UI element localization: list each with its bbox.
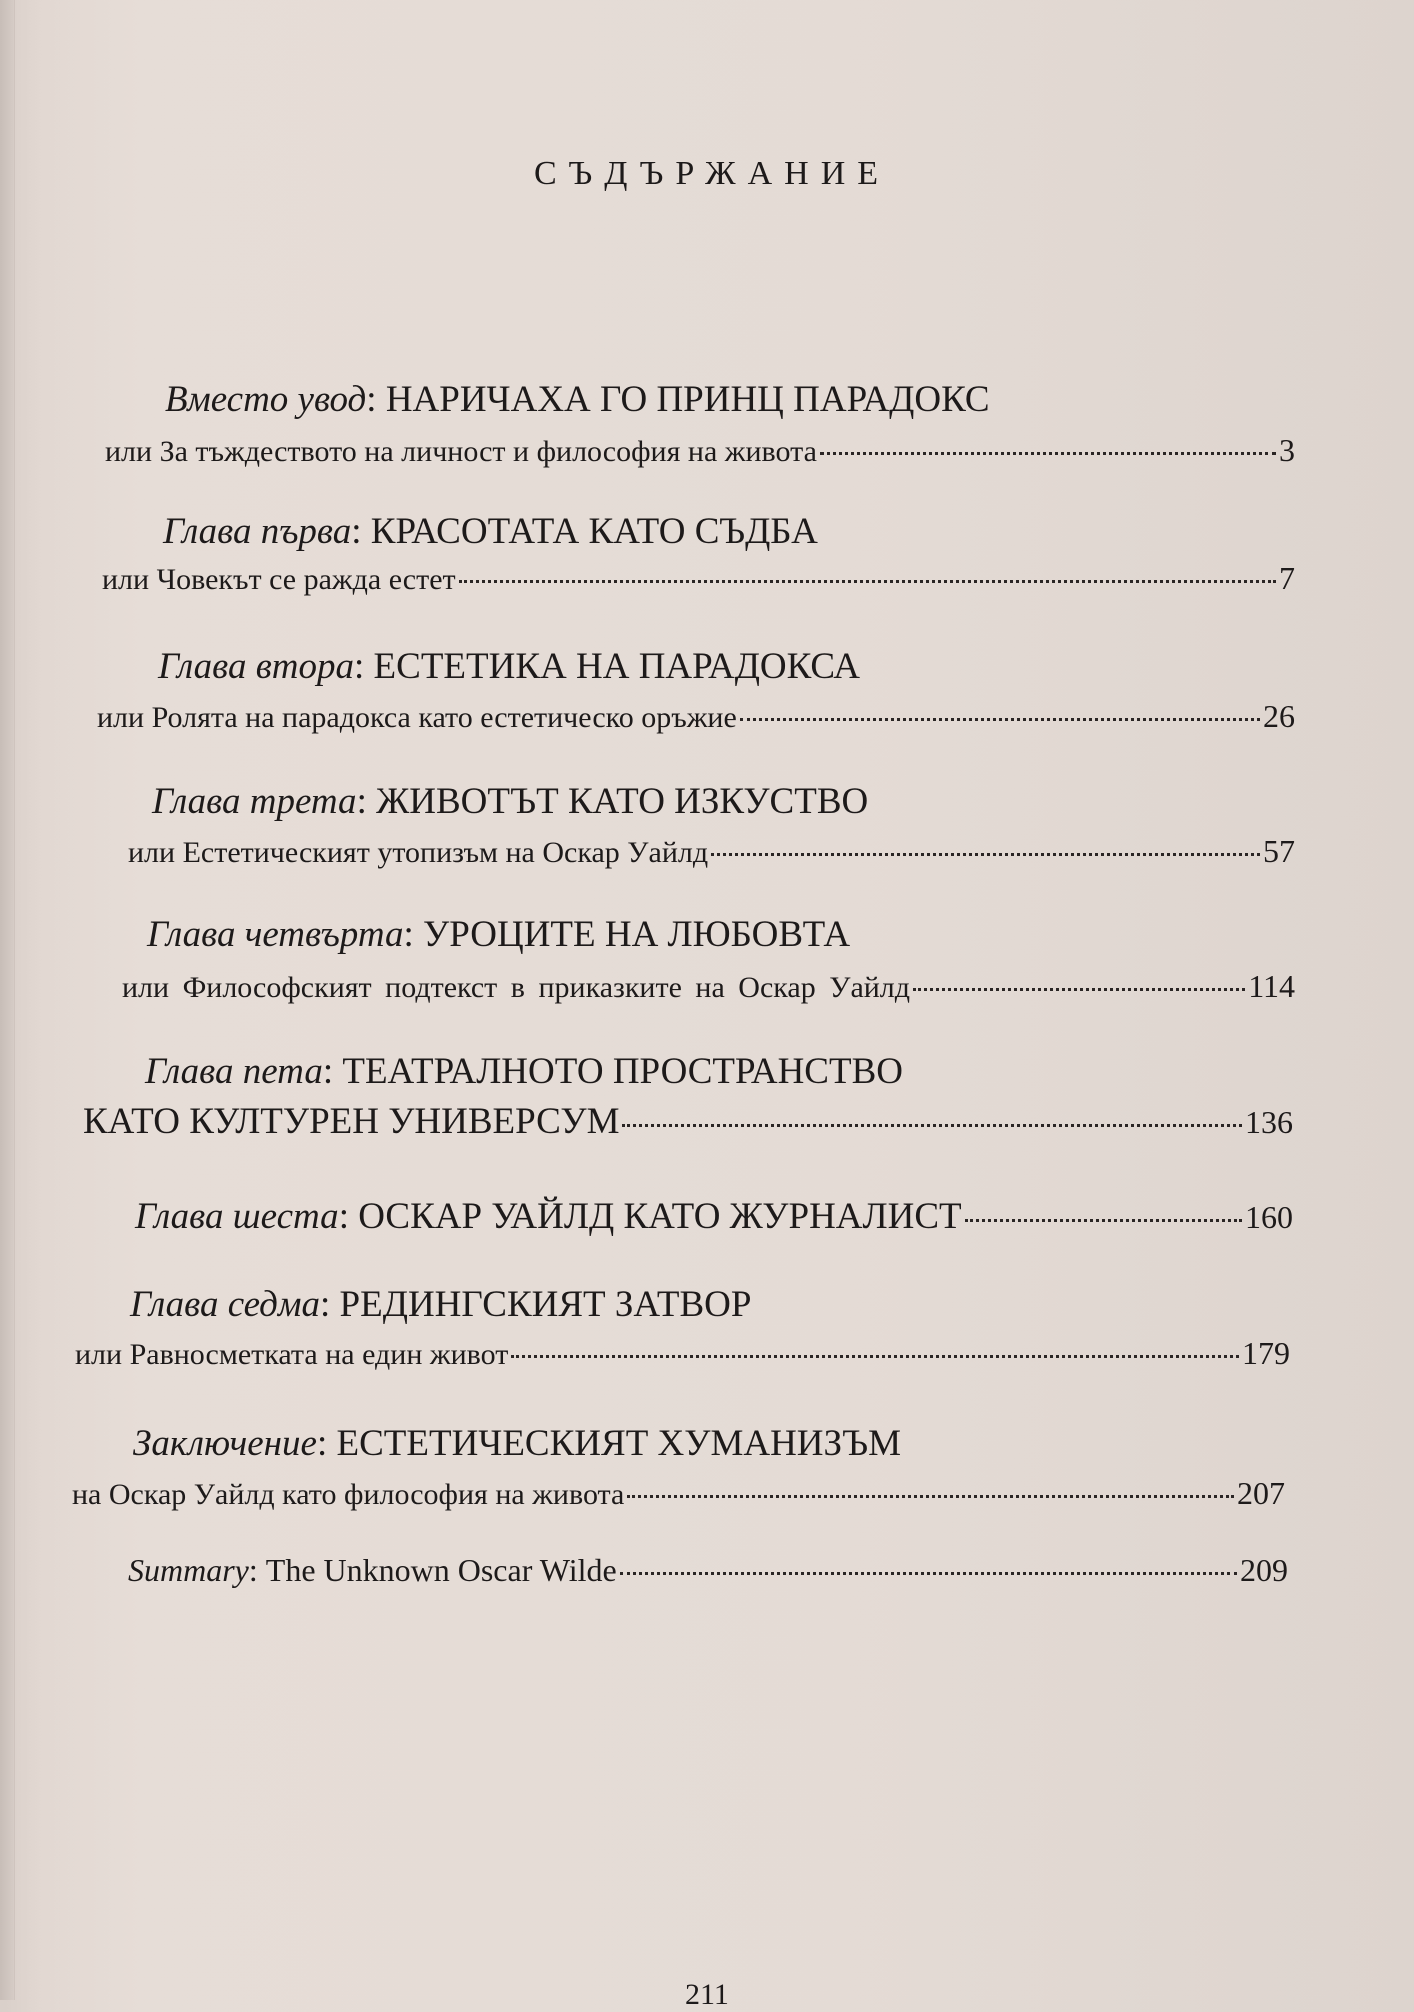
toc-entry-subline[interactable]: Summary : The Unknown Oscar Wilde 209 [128, 1552, 1288, 1588]
toc-entry-title: Глава пета: ТЕАТРАЛНОТО ПРОСТРАНСТВО [145, 1051, 903, 1092]
toc-entry-subline[interactable] [72, 1475, 1285, 1512]
toc-entry-subtitle: на Оскар Уайлд като философия на живота [72, 1478, 625, 1511]
page-title: СЪДЪРЖАНИЕ [533, 155, 891, 192]
dot-leader [511, 1355, 1239, 1358]
toc-entry-heading: ЕСТЕТИЧЕСКИЯТ ХУМАНИЗЪМ [336, 1423, 902, 1464]
toc-entry-heading: НАРИЧАХА ГО ПРИНЦ ПАРАДОКС [385, 379, 990, 420]
dot-leader [965, 1219, 1242, 1222]
toc-entry-subline[interactable] [102, 560, 1295, 597]
toc-entry-label: Вместо увод [165, 379, 367, 420]
toc-entry-label: Глава четвърта [147, 914, 404, 955]
footer-page-number: 211 [685, 1978, 729, 2011]
toc-entry-heading: The Unknown Oscar Wilde [265, 1552, 617, 1588]
toc-entry-subtitle: или Философският подтекст в приказките на Оскар Уайлд [122, 971, 911, 1004]
toc-entry-heading: РЕДИНГСКИЯТ ЗАТВОР [339, 1284, 752, 1325]
toc-entry-subtitle: или Ролята на парадокса като естетическо оръжие [97, 701, 737, 734]
toc-entry-title: Глава втора: ЕСТЕТИКА НА ПАРАДОКСА [158, 646, 860, 687]
toc-entry-heading: ОСКАР УАЙЛД КАТО ЖУРНАЛИСТ [358, 1196, 962, 1237]
dot-leader [913, 988, 1245, 991]
toc-entry-heading: ЕСТЕТИКА НА ПАРАДОКСА [373, 646, 860, 687]
toc-entry-label: Summary [128, 1552, 249, 1588]
toc-page-number: 136 [1245, 1104, 1293, 1140]
toc-entry-subtitle: или Равносметката на един живот [75, 1338, 509, 1371]
toc-entry-heading: КРАСОТАТА КАТО СЪДБА [370, 511, 818, 552]
toc-entry-title: Глава четвърта: УРОЦИТЕ НА ЛЮБОВТА [147, 914, 851, 955]
dot-leader [620, 1572, 1237, 1575]
toc-entry-subline[interactable] [105, 432, 1295, 469]
toc-page-number: 209 [1240, 1552, 1288, 1588]
toc-entry-heading: ТЕАТРАЛНОТО ПРОСТРАНСТВО [342, 1051, 903, 1092]
toc-entry-subtitle: или Естетическият утопизъм на Оскар Уайлд [128, 836, 709, 869]
toc-page-number: 114 [1248, 968, 1295, 1004]
toc-page-number: 57 [1263, 833, 1295, 869]
toc-page-number: 160 [1245, 1199, 1293, 1235]
toc-page-number: 207 [1237, 1475, 1285, 1511]
toc-entry-label: Глава първа [163, 511, 352, 552]
toc-entry-title: Глава първа: КРАСОТАТА КАТО СЪДБА [163, 511, 818, 552]
dot-leader [622, 1124, 1242, 1127]
toc-entry-label: Глава трета [152, 781, 357, 822]
toc-entry-subline[interactable] [83, 1100, 1293, 1143]
dot-leader [820, 452, 1276, 455]
toc-entry-subline[interactable] [97, 698, 1295, 735]
toc-entry-subtitle: КАТО КУЛТУРЕН УНИВЕРСУМ [83, 1101, 620, 1142]
toc-entry-heading: УРОЦИТЕ НА ЛЮБОВТА [423, 914, 851, 955]
toc-page-number: 7 [1279, 560, 1295, 596]
toc-entry-label: Глава втора [158, 646, 355, 687]
dot-leader [459, 580, 1276, 583]
toc-entry-label: Глава седма [130, 1284, 320, 1325]
toc-entry-title: Вместо увод: НАРИЧАХА ГО ПРИНЦ ПАРАДОКС [165, 379, 990, 420]
dot-leader [711, 853, 1260, 856]
toc-entry-subline[interactable]: Глава шеста : ОСКАР УАЙЛД КАТО ЖУРНАЛИСТ 160 [135, 1196, 1293, 1237]
toc-entry-label: Глава пета [145, 1051, 323, 1092]
toc-entry-subline[interactable] [128, 833, 1295, 870]
toc-entry-subtitle: или За тъждеството на личност и философия на живота [105, 435, 817, 468]
toc-entry-label: Глава шеста [135, 1196, 339, 1237]
toc-page-number: 179 [1242, 1335, 1290, 1371]
dot-leader [627, 1495, 1234, 1498]
toc-entry-title: Заключение: ЕСТЕТИЧЕСКИЯТ ХУМАНИЗЪМ [133, 1423, 902, 1464]
toc-page-number: 26 [1263, 698, 1295, 734]
toc-entry-title: Глава трета: ЖИВОТЪТ КАТО ИЗКУСТВО [152, 781, 869, 822]
toc-entry-subline[interactable] [75, 1335, 1290, 1372]
toc-entry-subtitle: или Човекът се ражда естет [102, 563, 456, 596]
toc-entry-subline[interactable] [122, 968, 1295, 1005]
toc-entry-label: Заключение [133, 1423, 317, 1464]
toc-page-number: 3 [1279, 432, 1295, 468]
toc-entry-title: Глава седма: РЕДИНГСКИЯТ ЗАТВОР [130, 1284, 752, 1325]
dot-leader [740, 718, 1260, 721]
toc-entry-heading: ЖИВОТЪТ КАТО ИЗКУСТВО [376, 781, 869, 822]
